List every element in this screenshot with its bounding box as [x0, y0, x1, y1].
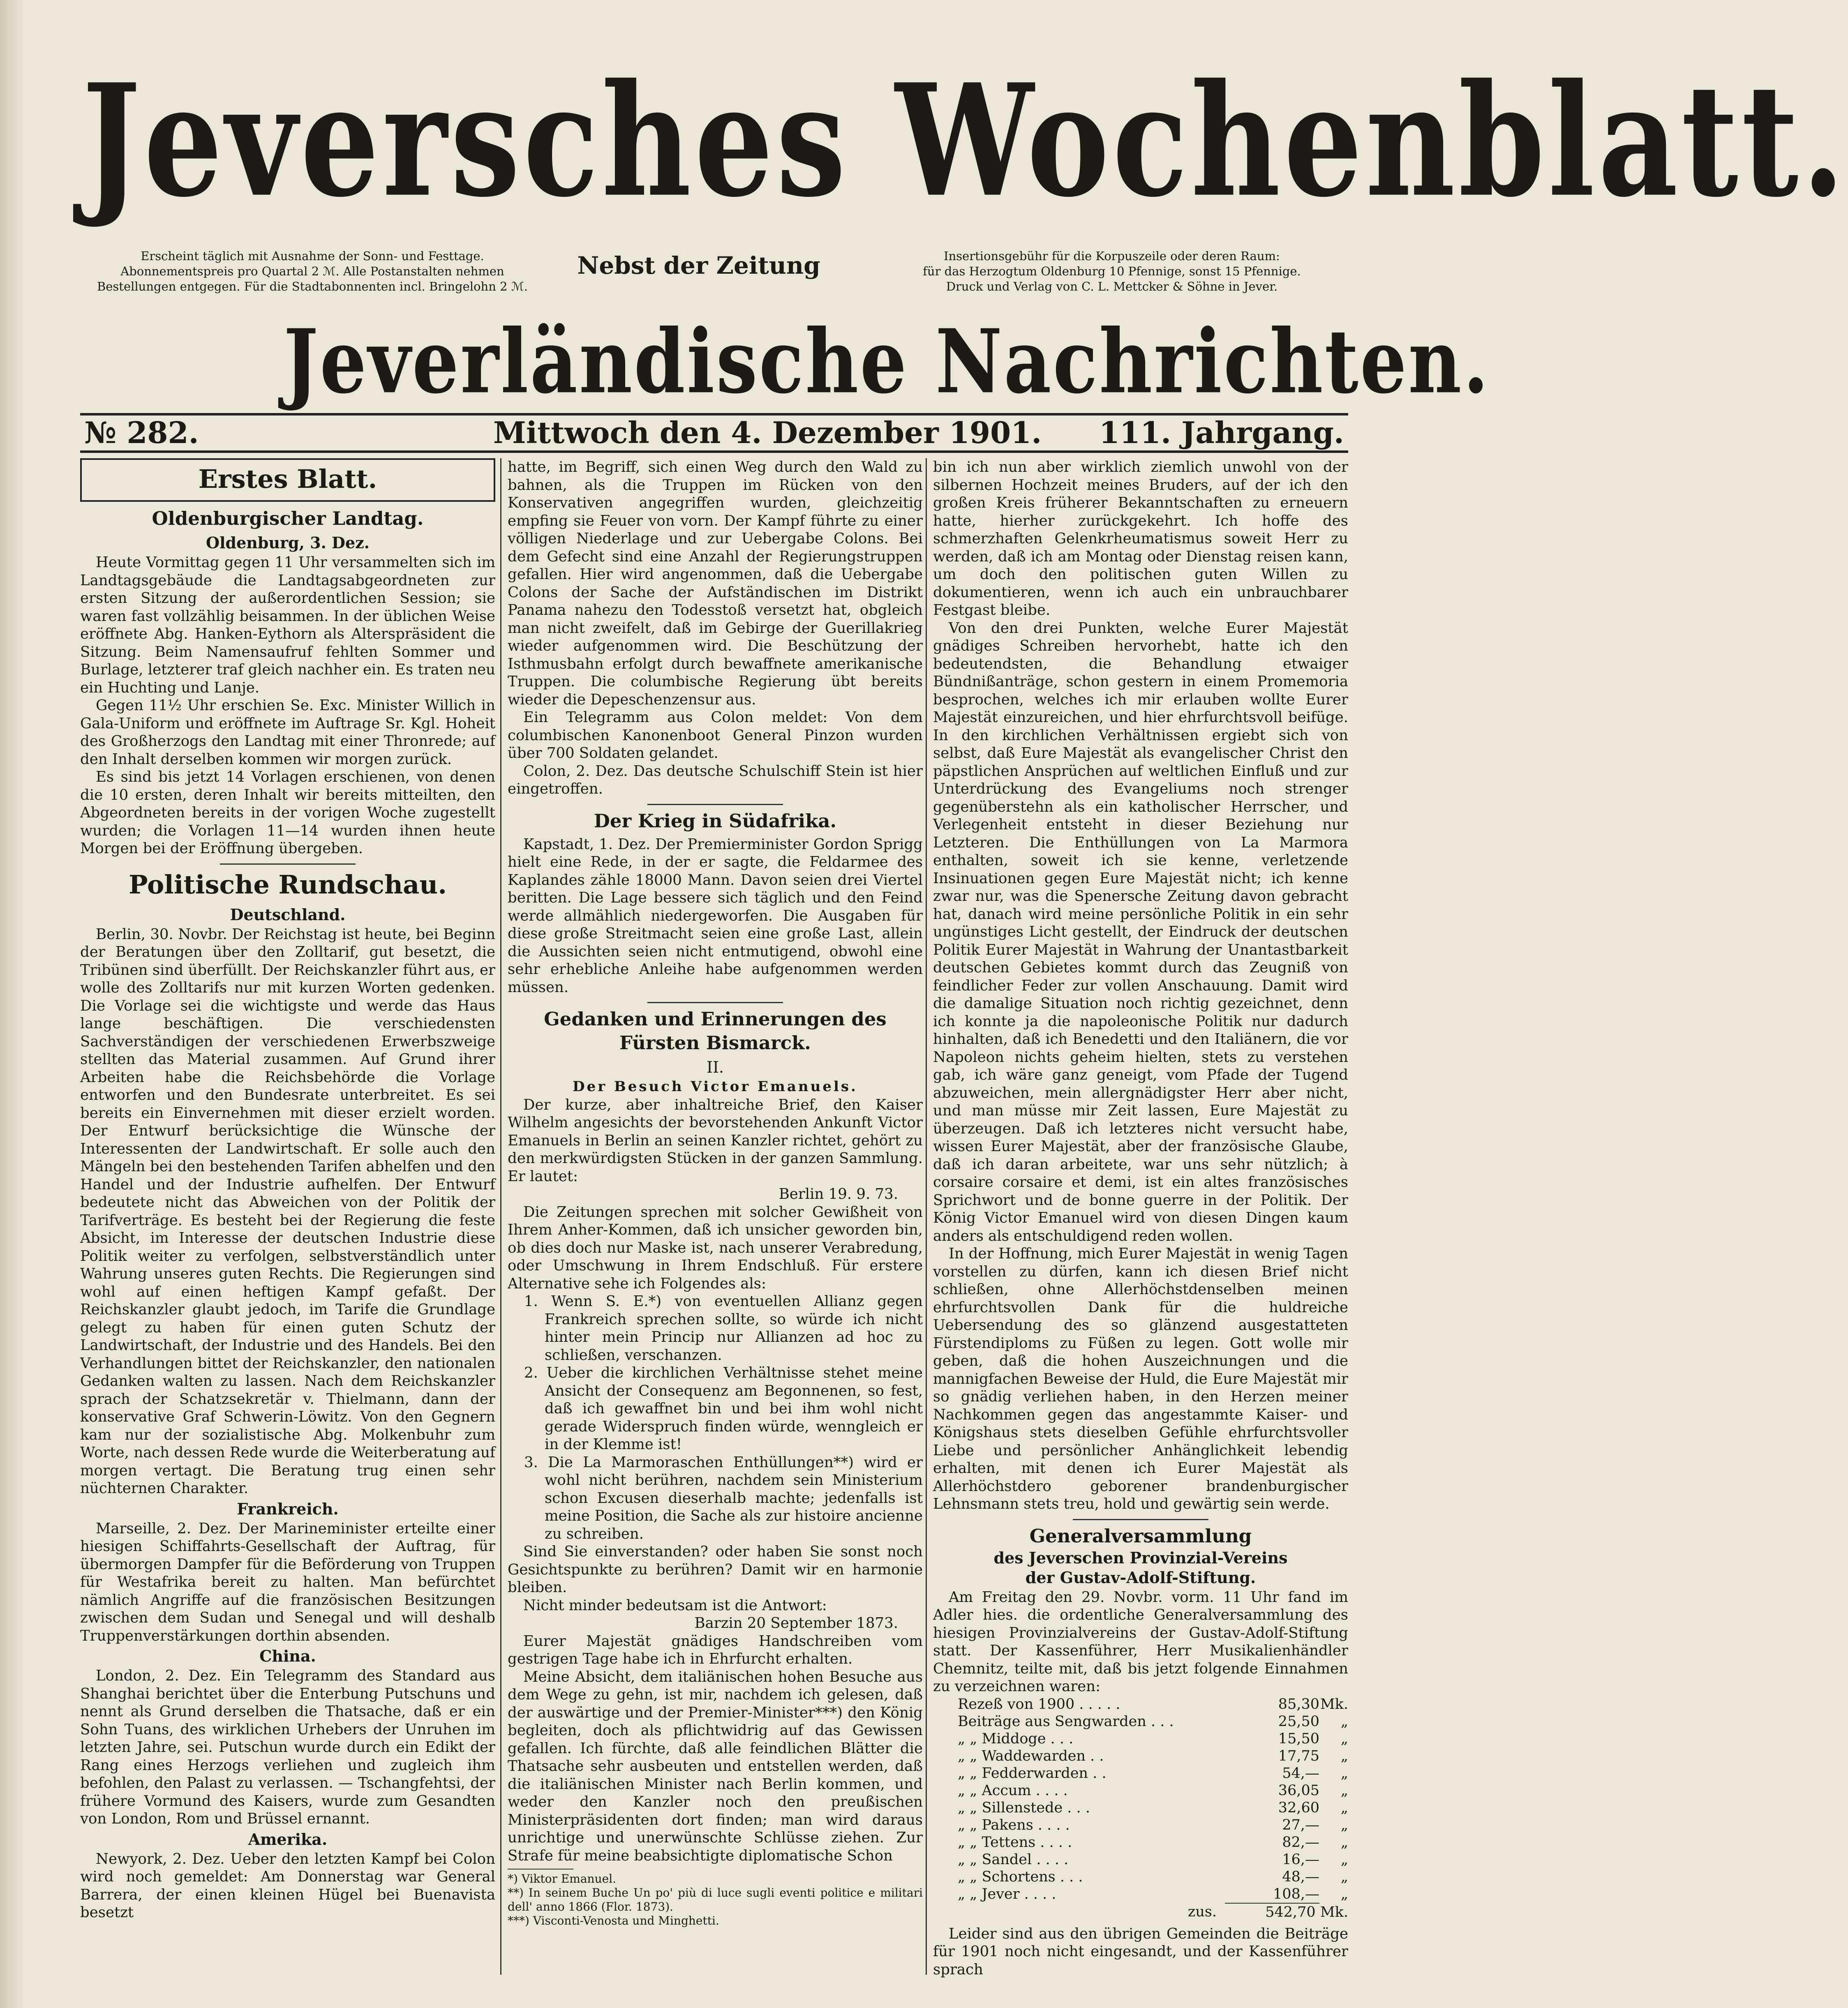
- section-heading: Politische Rundschau.: [129, 869, 447, 900]
- article-paragraph: Nicht minder bedeutsam ist die Antwort:: [523, 1597, 827, 1614]
- acc-amount: 82,—: [1282, 1834, 1319, 1851]
- article-paragraph: London, 2. Dez. Ein Telegramm des Standard aus Shanghai berichtet über die Enterbung Putschuns und nennt als Grund derselben die Thatsache, daß er ein Sohn Tuans, des wirklichen Urhebers der Unruhen im letzten Jahre, sei. Putschun wurde durch ein Edikt der Rang eines Herzogs verliehen und zugleich ihm befohlen, den Palast zu verlassen. — Tschangfehtsi, der frühere Vormund des Kaisers, wurde zum Gesandten von London, Rom und Brüssel ernannt.: [80, 1667, 495, 1827]
- list-item: 1. Wenn S. E.*) von eventuellen Allianz gegen Frankreich sprechen sollte, so würde ich nicht hinter mein Princip nur Allianzen ad hoc zu schließen, verschanzen.: [524, 1293, 923, 1364]
- section-heading: der Gustav-Adolf-Stiftung.: [1025, 1568, 1256, 1587]
- section-heading: Generalversammlung: [1029, 1525, 1252, 1547]
- info-line: Bestellungen entgegen. Für die Stadtabonnenten incl. Bringelohn 2 ℳ.: [97, 279, 528, 293]
- table-row: [933, 1782, 1348, 1799]
- info-line: Abonnementspreis pro Quartal 2 ℳ. Alle Postanstalten nehmen: [120, 264, 504, 278]
- acc-total-label: zus.: [1187, 1904, 1217, 1920]
- acc-label: „ „ Sandel . . . .: [958, 1851, 1069, 1868]
- masthead-nebst: Nebst der Zeitung: [577, 252, 820, 279]
- table-row: [933, 1834, 1348, 1851]
- country-heading: Amerika.: [248, 1830, 328, 1849]
- acc-amount: 16,—: [1282, 1851, 1319, 1868]
- dateline-place: Oldenburg, 3. Dez.: [206, 533, 370, 552]
- info-line: Insertionsgebühr für die Korpuszeile oder deren Raum:: [944, 249, 1280, 263]
- page-edge-shadow: [0, 0, 25, 2008]
- acc-amount: 15,50: [1278, 1730, 1319, 1747]
- article-paragraph: bin ich nun aber wirklich ziemlich unwohl von der silbernen Hochzeit meines Bruders, auf der ich den großen Kreis früherer Bekanntschaften zu erneuern hatte, hierher zurückgekehrt. Ich hoffe des schmerzhaften Gelenkrheumatismus soweit Herr zu werden, daß ich am Montag oder Dienstag reisen kann, um doch den politischen guten Willen zu dokumentieren, wenn ich auch ein unbrauchbarer Festgast bleibe.: [933, 459, 1348, 619]
- table-row: [933, 1851, 1348, 1868]
- acc-unit: „: [1340, 1730, 1348, 1747]
- acc-label: „ „ Tettens . . . .: [958, 1834, 1072, 1851]
- acc-amount: 36,05: [1278, 1782, 1319, 1799]
- article-paragraph: Gegen 11½ Uhr erschien Se. Exc. Minister Willich in Gala-Uniform und eröffnete im Auftrage Sr. Kgl. Hoheit des Großherzogs den Landtag mit einer Thronrede; auf den Inhalt derselben kommen wir morgen zurück.: [80, 697, 495, 768]
- country-heading: Deutschland.: [230, 905, 346, 924]
- article-paragraph: Marseille, 2. Dez. Der Marineminister erteilte einer hiesigen Schiffahrts-Gesellschaft der Auftrag, für übermorgen Dampfer für die Beförderung von Truppen für Westafrika bereit zu halten. Man befürchtet nämlich Angriffe auf die französischen Besitzungen zwischen dem Sudan und Senegal und will deshalb Truppenverstärkungen dorthin absenden.: [80, 1520, 495, 1644]
- section-heading: Fürsten Bismarck.: [619, 1032, 811, 1054]
- article-paragraph: Am Freitag den 29. Novbr. vorm. 11 Uhr fand im Adler hies. die ordentliche Generalversammlung des hiesigen Provinzialvereins der Gustav-Adolf-Stiftung statt. Der Kassenführer, Herr Musikalienhändler Chemnitz, teilte mit, daß bis jetzt folgende Einnahmen zu verzeichnen waren:: [933, 1588, 1348, 1695]
- article-paragraph: Berlin, 30. Novbr. Der Reichstag ist heute, bei Beginn der Beratungen über den Zolltarif, gut besetzt, die Tribünen sind überfüllt. Der Reichskanzler führt aus, er wolle des Zolltarifs nur mit kurzen Worten gedenken. Die Vorlage sei die wichtigste und werde das Haus lange beschäftigen. Die verschiedensten Sachverständigen der verschiedenen Erwerbszweige stellten das Material zusammen. Auf Grund ihrer Arbeiten habe die Reichsbehörde die Vorlage entworfen und den Bundesrate unterbreitet. Es sei bereits ein Einvernehmen mit dieser erzielt worden. Der Entwurf berücksichtige die Wünsche der Interessenten der Landwirtschaft. Er solle auch den Mängeln bei den bestehenden Tarifen abhelfen und den Handel und der Industrie aufhelfen. Der Entwurf bedeutete nicht das Abweichen von der Politik der Tarifverträge. Es besteht bei der Regierung die feste Absicht, im Interesse der deutschen Industrie diese Politik weiter zu verfolgen, selbstverständlich unter Wahrung unseres guten Rechts. Die Regierungen sind wohl auf einen heftigen Kampf gefaßt. Der Reichskanzler glaubt jedoch, im Tarife die Grundlage gelegt zu haben für einen guten Schutz der Landwirtschaft, der Industrie und des Handels. Bei den Verhandlungen bittet der Reichskanzler, den nationalen Gedanken walten zu lassen. Nach dem Reichskanzler sprach der Schatzsekretär v. Thielmann, dann der konservative Graf Schwerin-Löwitz. Von den Gegnern kam nur der sozialistische Abg. Molkenbuhr zum Worte, nach dessen Rede wurde die Weiterberatung auf morgen vertagt. Die Beratung trug einen sehr nüchternen Charakter.: [80, 926, 495, 1497]
- article-paragraph: Ein Telegramm aus Colon meldet: Von dem columbischen Kanonenboot General Pinzon wurden über 700 Soldaten gelandet.: [508, 709, 923, 762]
- article-paragraph: Der kurze, aber inhaltreiche Brief, den Kaiser Wilhelm angesichts der bevorstehenden Ankunft Victor Emanuels in Berlin an seinen Kanzler richtet, gehört zu den merkwürdigsten Stücken in der ganzen Sammlung. Er lautet:: [508, 1096, 923, 1185]
- acc-label: „ „ Sillenstede . . .: [958, 1799, 1090, 1816]
- acc-label: „ „ Jever . . . .: [958, 1886, 1056, 1902]
- article-paragraph: Meine Absicht, dem italiänischen hohen Besuche aus dem Wege zu gehn, ist mir, nachdem ich gelesen, daß der auswärtige und der Premier-Minister***) den König begleiten, doch als pflichtwidrig auf das Gewissen gefallen. Ich fürchte, daß alle feindlichen Blätter die Thatsache sehr ausbeuten und entstellen werden, daß die italiänischen Minister nach Berlin kommen, und weder den Kanzler noch den preußischen Ministerpräsidenten dort finden; man wird daraus unrichtige und unerwünschte Schlüsse ziehen. Zur Strafe für meine beabsichtigte diplomatische Schon: [508, 1668, 923, 1864]
- accounts-table: [933, 1696, 1348, 1921]
- divider: [647, 1002, 783, 1003]
- article-paragraph: Eurer Majestät gnädiges Handschreiben vom gestrigen Tage habe ich in Ehrfurcht erhalten.: [508, 1632, 923, 1667]
- footnote-rule: [508, 1869, 573, 1870]
- acc-label: „ „ Middoge . . .: [958, 1730, 1074, 1747]
- letter-date: Barzin 20 September 1873.: [694, 1615, 898, 1632]
- masthead-subtitle: Jeverländische Nachrichten.: [284, 310, 1490, 413]
- acc-unit: „: [1340, 1886, 1348, 1902]
- insertion-info: [880, 249, 1344, 294]
- erstes-blatt-box: [80, 458, 495, 502]
- section-heading: Gedanken und Erinnerungen des: [544, 1008, 887, 1030]
- divider: [220, 863, 356, 865]
- acc-unit: „: [1340, 1713, 1348, 1730]
- article-paragraph: Die Zeitungen sprechen mit solcher Gewißheit von Ihrem Anher-Kommen, daß ich unsicher geworden bin, ob dies doch nur Maske ist, nach unserer Verabredung, oder Umschwung in Ihrem Endschluß. Für erstere Alternative sehe ich Folgendes als:: [508, 1203, 923, 1292]
- acc-amount: 85,30: [1278, 1696, 1319, 1713]
- info-line: Erscheint täglich mit Ausnahme der Sonn- und Festtage.: [141, 249, 484, 263]
- acc-unit: „: [1340, 1851, 1348, 1868]
- footnote: **) In seinem Buche Un po' più di luce sugli eventi politice e militari dell' anno 1866 (Flor. 1873).: [508, 1886, 923, 1913]
- acc-unit: „: [1340, 1816, 1348, 1833]
- issue-year: 111. Jahrgang.: [1099, 415, 1344, 450]
- acc-unit: Mk.: [1320, 1696, 1348, 1713]
- table-row: [933, 1816, 1348, 1834]
- table-row: [933, 1730, 1348, 1747]
- section-heading: Oldenburgischer Landtag.: [152, 508, 424, 529]
- column-rule: [500, 458, 501, 1975]
- acc-label: „ „ Waddewarden . .: [958, 1747, 1104, 1764]
- acc-unit: „: [1340, 1782, 1348, 1799]
- table-row: [933, 1713, 1348, 1730]
- article-paragraph: Colon, 2. Dez. Das deutsche Schulschiff Stein ist hier eingetroffen.: [508, 762, 923, 797]
- table-row: [933, 1799, 1348, 1816]
- table-row: [933, 1886, 1348, 1903]
- info-line: für das Herzogtum Oldenburg 10 Pfennige, sonst 15 Pfennige.: [923, 264, 1301, 278]
- acc-amount: 32,60: [1278, 1799, 1319, 1816]
- section-heading: Der Krieg in Südafrika.: [594, 810, 837, 832]
- table-row: [933, 1765, 1348, 1782]
- issue-date: Mittwoch den 4. Dezember 1901.: [493, 415, 1042, 450]
- column-1: [80, 458, 495, 1975]
- acc-unit: „: [1340, 1868, 1348, 1885]
- letter-date: Berlin 19. 9. 73.: [778, 1186, 898, 1202]
- subscription-info: [86, 249, 538, 294]
- acc-unit: „: [1340, 1834, 1348, 1851]
- acc-label: „ „ Fedderwarden . .: [958, 1765, 1106, 1782]
- footnote: *) Viktor Emanuel.: [508, 1872, 617, 1886]
- acc-unit: „: [1340, 1799, 1348, 1816]
- acc-label: Beiträge aus Sengwarden . . .: [958, 1713, 1174, 1730]
- acc-label: „ „ Schortens . . .: [958, 1868, 1083, 1885]
- list-item: 3. Die La Marmoraschen Enthüllungen**) wird er wohl nicht berühren, nachdem sein Ministerium schon Excusen dieserhalb machte; jedenfalls ist meine Position, die Sache als zur histoire ancienne zu schreiben.: [524, 1454, 923, 1542]
- erstes-blatt-heading: Erstes Blatt.: [198, 464, 377, 494]
- column-2: [508, 458, 923, 1975]
- article-paragraph: Kapstadt, 1. Dez. Der Premierminister Gordon Sprigg hielt eine Rede, in der er sagte, die Feldarmee des Kaplandes zähle 18000 Mann. Davon seien drei Viertel beritten. Die Lage bessere sich täglich und den Feind werde allmählich niedergeworfen. Die Ausgaben für diese große Streitmacht seien eine große Last, allein die Aussichten seien nicht entmutigend, obwohl eine sehr erhebliche Anleihe habe aufgenommen werden müssen.: [508, 836, 923, 996]
- acc-label: „ „ Accum . . . .: [958, 1782, 1068, 1799]
- article-paragraph: In der Hoffnung, mich Eurer Majestät in wenig Tagen vorstellen zu dürfen, kann ich diesen Brief nicht schließen, ohne Allerhöchstdenselben meinen ehrfurchtsvollen Dank für die huldreiche Uebersendung des so glänzend ausgestatteten Fürstendiploms zu Füßen zu legen. Gott wolle mir geben, daß die hohen Auszeichnungen und die mannigfachen Beweise der Huld, die Eure Majestät mir so gnädig verliehen haben, in den Herzen meiner Nachkommen gegen das angestammte Kaiser- und Königshaus stets dieselben Gefühle ehrfurchtsvoller Liebe und persönlicher Anhänglichkeit lebendig erhalten, mit denen ich Eurer Majestät als Allerhöchstdero geborener brandenburgischer Lehnsmann stets treu, hold und gewärtig sein werde.: [933, 1245, 1348, 1512]
- article-paragraph: Von den drei Punkten, welche Eurer Majestät gnädiges Schreiben hervorhebt, hatte ich den bedeutendsten, die Behandlung etwaiger Bündnißanträge, schon gestern in einem Promemoria besprochen, welches ich mir erlauben wollte Eurer Majestät einzureichen, und hier ehrfurchtsvoll beifüge. In den kirchlichen Verhältnissen ergiebt sich von selbst, daß Eure Majestät als evangelischer Christ den päpstlichen Ansprüchen auf weltlichen Einfluß und zur Unterdrückung des Evangeliums noch strenger gegenüberstehn als ein katholischer Herrscher, und Verlegenheit entsteht in dieser Beziehung nur Letzteren. Die Enthüllungen von La Marmora enthalten, soweit ich sie kenne, verletzende Insinuationen gegen Eure Majestät nicht; ich kenne zwar nur, was die Spenersche Zeitung davon gebracht hat, danach wird meine persönliche Politik in ein sehr ungünstiges Licht gestellt, der Eindruck der deutschen Politik Eurer Majestät in Wahrung der Unantastbarkeit deutschen Gebietes kommt durch das Zeugniß von feindlicher Feder zur vollen Anschauung. Damit wird die damalige Situation noch richtig gezeichnet, denn ich konnte ja die napoleonische Politik nur dadurch hinhalten, daß ich Benedetti und den Italiänern, die vor Napoleon nichts geheim hielten, stets zu verstehen gab, ich wäre ganz geneigt, vom Pfade der Tugend abzuweichen, mein allergnädigster Herr aber nicht, und man müsse mir Zeit lassen, Eure Majestät zu überzeugen. Daß ich letzteres nicht versucht habe, wissen Eurer Majestät, aber der französische Glaube, daß ich daran arbeitete, war uns sehr nützlich; à corsaire corsaire et demi, ist ein altes französisches Sprichwort und de bonne guerre in der Politik. Der König Victor Emanuel wird von diesen Dingen kaum anders als entschuldigend reden wollen.: [933, 619, 1348, 1244]
- country-heading: Frankreich.: [237, 1499, 339, 1518]
- part-number: II.: [706, 1058, 724, 1076]
- table-row: [933, 1868, 1348, 1886]
- acc-amount: 48,—: [1282, 1868, 1319, 1885]
- article-paragraph: hatte, im Begriff, sich einen Weg durch den Wald zu bahnen, als die Truppen im Rücken von den Konservativen angegriffen wurden, gleichzeitig empfing sie Feuer von vorn. Der Kampf führte zu einer völligen Niederlage und zur Uebergabe Colons. Bei dem Gefecht sind eine Anzahl der Regierungstruppen gefallen. Hier wird angenommen, daß die Uebergabe Colons der Sache der Aufständischen im Distrikt Panama nahezu den Todesstoß versetzt hat, obgleich man nicht zweifelt, daß im Gebirge der Guerillakrieg wieder aufgenommen wird. Die Beschützung der Isthmusbahn erfolgt durch bewaffnete amerikanische Truppen. Die columbische Regierung übt bereits wieder die Depeschenzensur aus.: [508, 459, 923, 708]
- acc-amount: 54,—: [1282, 1765, 1319, 1782]
- acc-amount: 27,—: [1282, 1816, 1319, 1833]
- acc-label: Rezeß von 1900 . . . . .: [958, 1696, 1120, 1713]
- article-paragraph: Heute Vormittag gegen 11 Uhr versammelten sich im Landtagsgebäude die Landtagsabgeordneten zur ersten Sitzung der außerordentlichen Session; sie waren fast vollzählig beisammen. In der üblichen Weise eröffnete Abg. Hanken-Eythorn als Alterspräsident die Sitzung. Beim Namensaufruf fehlten Sommer und Burlage, letzterer traf gleich nachher ein. Es traten neu ein Huchting und Lanje.: [80, 554, 495, 696]
- table-row: [933, 1747, 1348, 1765]
- article-paragraph: Newyork, 2. Dez. Ueber den letzten Kampf bei Colon wird noch gemeldet: Am Donnerstag war General Barrera, der einen kleinen Hügel bei Buenavista besetzt: [80, 1850, 495, 1921]
- acc-amount: 17,75: [1278, 1747, 1319, 1764]
- article-paragraph: Leider sind aus den übrigen Gemeinden die Beiträge für 1901 noch nicht eingesandt, und der Kassenführer sprach: [933, 1925, 1348, 1978]
- acc-unit: „: [1340, 1765, 1348, 1782]
- country-heading: China.: [259, 1647, 316, 1665]
- footnote: ***) Visconti-Venosta und Minghetti.: [508, 1914, 719, 1927]
- acc-total: 542,70 Mk.: [1265, 1904, 1348, 1920]
- column-rule: [926, 458, 927, 1975]
- article-paragraph: Es sind bis jetzt 14 Vorlagen erschienen, von denen die 10 ersten, deren Inhalt wir bereits mitteilten, den Abgeordneten bereits in der vorigen Woche zugestellt wurden; die Vorlagen 11—14 wurden ihnen heute Morgen bei der Eröffnung übergeben.: [80, 769, 495, 857]
- acc-amount: 25,50: [1278, 1713, 1319, 1730]
- divider: [647, 804, 783, 805]
- list-item: 2. Ueber die kirchlichen Verhältnisse stehet meine Ansicht der Consequenz am Begonnenen, so fest, daß ich gewaffnet bin und bei ihm wohl nicht gerade Widerspruch finden würde, wenngleich er in der Klemme ist!: [524, 1364, 923, 1453]
- info-line: Druck und Verlag von C. L. Mettcker & Söhne in Jever.: [946, 279, 1278, 293]
- subheading: Der Besuch Victor Emanuels.: [573, 1078, 858, 1095]
- divider: [1073, 1519, 1208, 1520]
- column-3: [933, 458, 1348, 1978]
- dateline: [80, 413, 1348, 453]
- table-row-total: [933, 1903, 1348, 1921]
- table-row: [933, 1696, 1348, 1713]
- masthead-title: Jeversches Wochenblatt.: [82, 50, 1848, 231]
- acc-label: „ „ Pakens . . . .: [958, 1816, 1070, 1833]
- issue-number: № 282.: [84, 415, 199, 450]
- acc-amount: 108,—: [1225, 1886, 1319, 1903]
- acc-unit: „: [1340, 1747, 1348, 1764]
- article-paragraph: Sind Sie einverstanden? oder haben Sie sonst noch Gesichtspunkte zu berühren? Damit wir en harmonie bleiben.: [508, 1543, 923, 1596]
- section-heading: des Jeverschen Provinzial-Vereins: [993, 1548, 1288, 1567]
